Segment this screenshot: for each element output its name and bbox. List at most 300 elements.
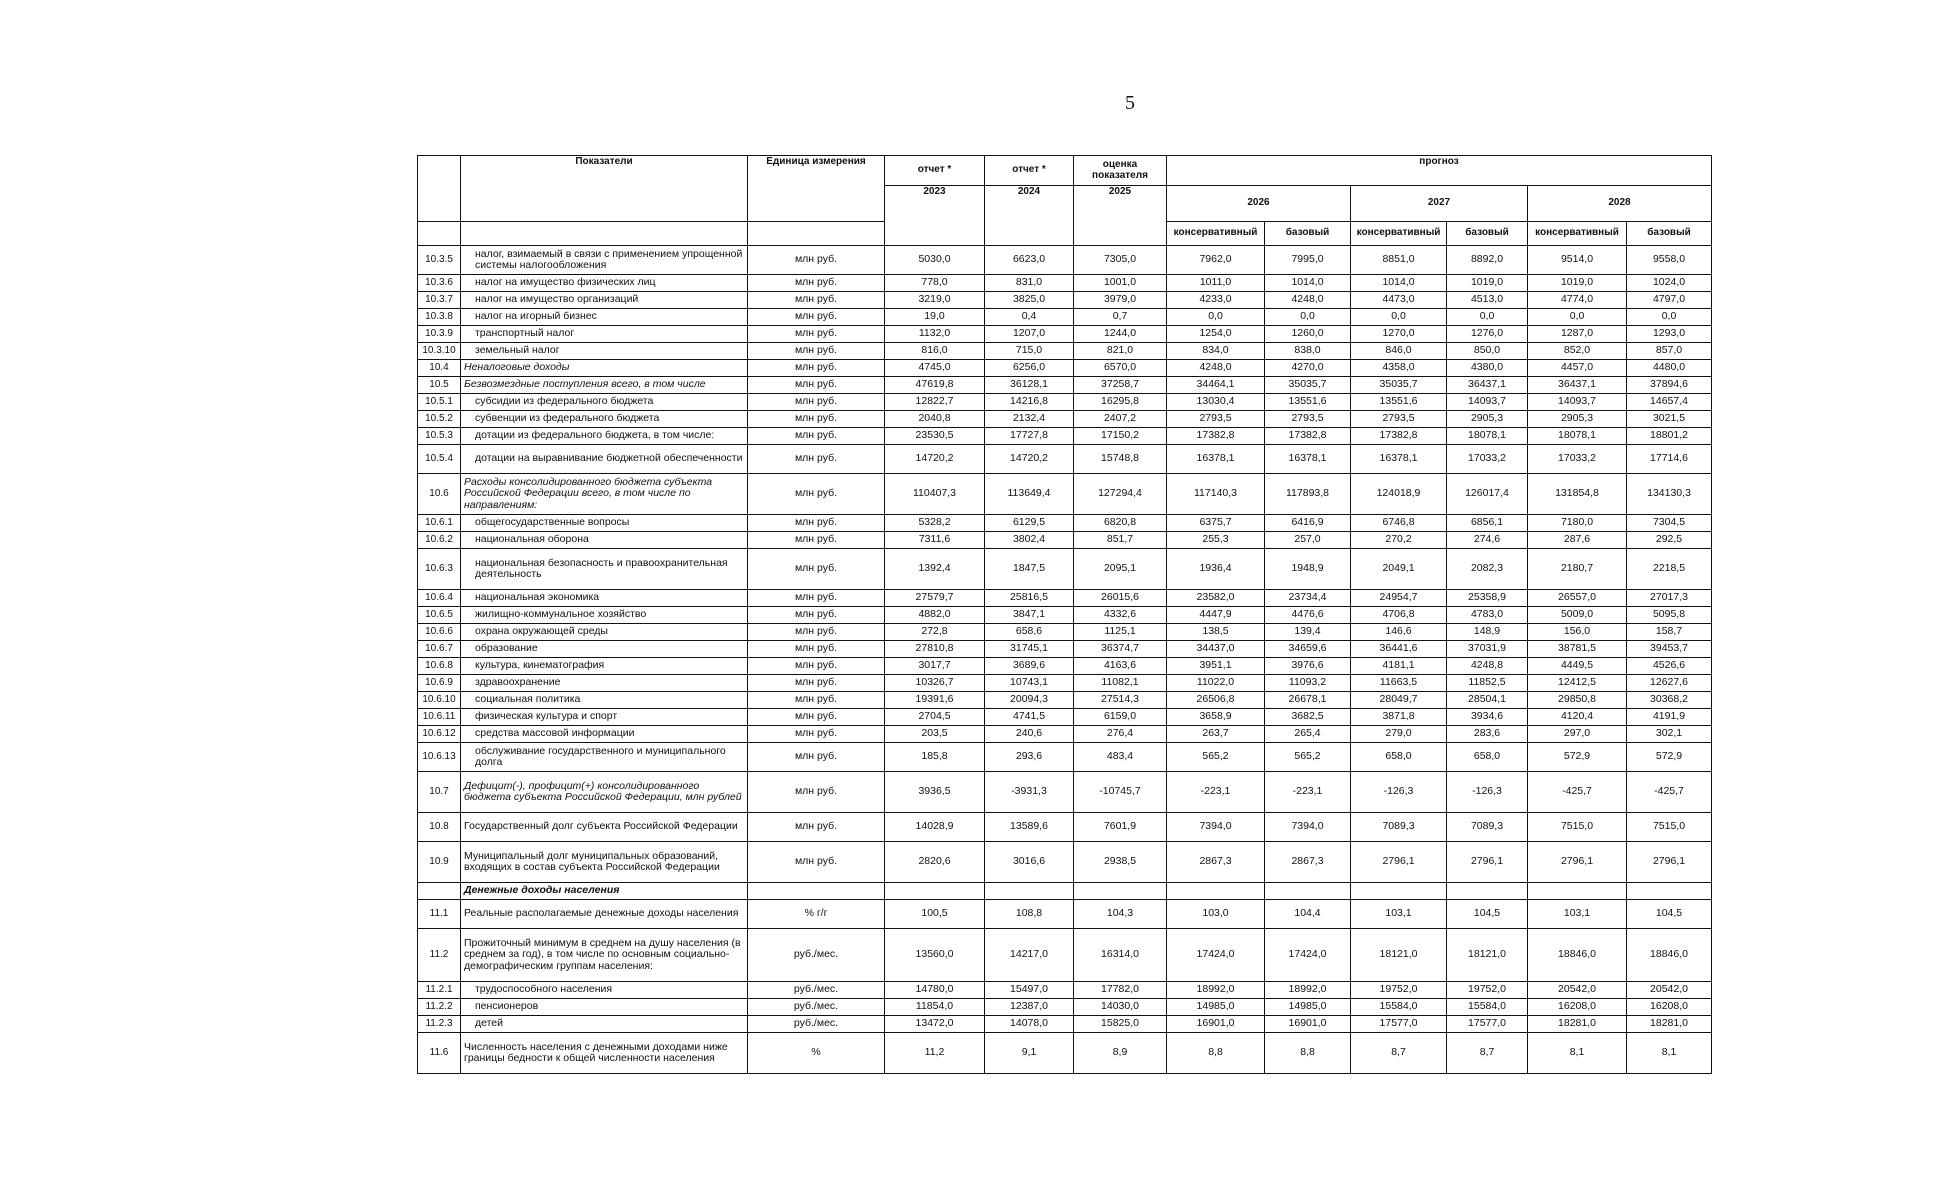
value-2024: 14720,2 bbox=[985, 445, 1074, 474]
value-2027-base: 4783,0 bbox=[1447, 607, 1528, 624]
value-2026-base: 1948,9 bbox=[1265, 549, 1351, 590]
value-2028-conservative: 1287,0 bbox=[1528, 326, 1627, 343]
value-2024: 715,0 bbox=[985, 343, 1074, 360]
value-2025: 17782,0 bbox=[1074, 982, 1167, 999]
row-unit: руб./мес. bbox=[748, 999, 885, 1016]
value-2028-conservative: 9514,0 bbox=[1528, 246, 1627, 275]
value-2025: -10745,7 bbox=[1074, 772, 1167, 813]
row-indicator: Безвозмездные поступления всего, в том числе bbox=[461, 377, 748, 394]
value-2026-base: 2867,3 bbox=[1265, 842, 1351, 883]
value-2026-conservative: 16378,1 bbox=[1167, 445, 1265, 474]
value-2028-conservative: 12412,5 bbox=[1528, 675, 1627, 692]
value-2026-conservative: 13030,4 bbox=[1167, 394, 1265, 411]
value-2026-base: 1260,0 bbox=[1265, 326, 1351, 343]
row-number: 11.2.1 bbox=[418, 982, 461, 999]
table-row bbox=[418, 445, 1712, 474]
value-2028-base: 1293,0 bbox=[1627, 326, 1712, 343]
value-2028-base: 158,7 bbox=[1627, 624, 1712, 641]
value-2026-conservative: 23582,0 bbox=[1167, 590, 1265, 607]
row-unit: млн руб. bbox=[748, 726, 885, 743]
value-2024: 14217,0 bbox=[985, 929, 1074, 982]
row-unit: млн руб. bbox=[748, 641, 885, 658]
value-2027-base: -126,3 bbox=[1447, 772, 1528, 813]
value-2024: 36128,1 bbox=[985, 377, 1074, 394]
table-row bbox=[418, 929, 1712, 982]
value-2026-conservative: 14985,0 bbox=[1167, 999, 1265, 1016]
value-2028-base: 2796,1 bbox=[1627, 842, 1712, 883]
table-row bbox=[418, 532, 1712, 549]
row-unit bbox=[748, 883, 885, 900]
value-2025: 36374,7 bbox=[1074, 641, 1167, 658]
value-2026-conservative: 3951,1 bbox=[1167, 658, 1265, 675]
value-2023: 13560,0 bbox=[885, 929, 985, 982]
value-2028-base: 4526,6 bbox=[1627, 658, 1712, 675]
row-indicator: Численность населения с денежными доходами ниже границы бедности к общей численности населения bbox=[461, 1033, 748, 1074]
value-2026-conservative: 4248,0 bbox=[1167, 360, 1265, 377]
value-2023: 10326,7 bbox=[885, 675, 985, 692]
row-unit: млн руб. bbox=[748, 326, 885, 343]
row-unit: млн руб. bbox=[748, 675, 885, 692]
value-2025: 8,9 bbox=[1074, 1033, 1167, 1074]
value-2025: 2407,2 bbox=[1074, 411, 1167, 428]
value-2028-base: 857,0 bbox=[1627, 343, 1712, 360]
value-2027-base: 28504,1 bbox=[1447, 692, 1528, 709]
value-2026-conservative: 2867,3 bbox=[1167, 842, 1265, 883]
table-row bbox=[418, 1016, 1712, 1033]
value-2024: 14078,0 bbox=[985, 1016, 1074, 1033]
table-row bbox=[418, 428, 1712, 445]
header-year-2025: 2025 bbox=[1074, 186, 1167, 246]
value-2024: 3689,6 bbox=[985, 658, 1074, 675]
value-2025: 1001,0 bbox=[1074, 275, 1167, 292]
value-2027-base: 274,6 bbox=[1447, 532, 1528, 549]
row-indicator: земельный налог bbox=[461, 343, 748, 360]
table-row bbox=[418, 394, 1712, 411]
value-2027-base: 148,9 bbox=[1447, 624, 1528, 641]
value-2025: 6820,8 bbox=[1074, 515, 1167, 532]
value-2027-base: 850,0 bbox=[1447, 343, 1528, 360]
row-unit: млн руб. bbox=[748, 515, 885, 532]
row-indicator: детей bbox=[461, 1016, 748, 1033]
header-forecast: прогноз bbox=[1167, 156, 1712, 186]
value-2026-base: 17424,0 bbox=[1265, 929, 1351, 982]
value-2026-base: 23734,4 bbox=[1265, 590, 1351, 607]
value-2026-conservative: 138,5 bbox=[1167, 624, 1265, 641]
value-2028-conservative: 4120,4 bbox=[1528, 709, 1627, 726]
row-indicator: Дефицит(-), профицит(+) консолидированного бюджета субъекта Российской Федерации, млн рублей bbox=[461, 772, 748, 813]
value-2027-conservative: 4181,1 bbox=[1351, 658, 1447, 675]
row-unit: млн руб. bbox=[748, 709, 885, 726]
value-2026-conservative: 565,2 bbox=[1167, 743, 1265, 772]
value-2026-base: 13551,6 bbox=[1265, 394, 1351, 411]
value-2023: 3936,5 bbox=[885, 772, 985, 813]
value-2023: 2040,8 bbox=[885, 411, 985, 428]
row-number: 10.6.4 bbox=[418, 590, 461, 607]
value-2026-base: 4248,0 bbox=[1265, 292, 1351, 309]
row-number: 11.1 bbox=[418, 900, 461, 929]
value-2027-base bbox=[1447, 883, 1528, 900]
value-2026-conservative: 117140,3 bbox=[1167, 474, 1265, 515]
value-2028-base: 9558,0 bbox=[1627, 246, 1712, 275]
value-2026-conservative: 18992,0 bbox=[1167, 982, 1265, 999]
value-2026-base: 265,4 bbox=[1265, 726, 1351, 743]
value-2025: 7305,0 bbox=[1074, 246, 1167, 275]
row-unit: млн руб. bbox=[748, 590, 885, 607]
value-2028-conservative: 20542,0 bbox=[1528, 982, 1627, 999]
table-row bbox=[418, 343, 1712, 360]
value-2027-conservative: 0,0 bbox=[1351, 309, 1447, 326]
table-row bbox=[418, 641, 1712, 658]
value-2028-base: 12627,6 bbox=[1627, 675, 1712, 692]
row-number: 10.3.7 bbox=[418, 292, 461, 309]
value-2026-conservative: 3658,9 bbox=[1167, 709, 1265, 726]
value-2027-conservative: 658,0 bbox=[1351, 743, 1447, 772]
value-2028-conservative: 0,0 bbox=[1528, 309, 1627, 326]
value-2026-base: 35035,7 bbox=[1265, 377, 1351, 394]
value-2026-base: 17382,8 bbox=[1265, 428, 1351, 445]
row-indicator: трудоспособного населения bbox=[461, 982, 748, 999]
value-2028-conservative: 2796,1 bbox=[1528, 842, 1627, 883]
value-2027-conservative: 19752,0 bbox=[1351, 982, 1447, 999]
row-unit: % bbox=[748, 1033, 885, 1074]
value-2027-base: 658,0 bbox=[1447, 743, 1528, 772]
value-2028-conservative: 29850,8 bbox=[1528, 692, 1627, 709]
value-2025: 26015,6 bbox=[1074, 590, 1167, 607]
row-number: 11.2.3 bbox=[418, 1016, 461, 1033]
value-2026-conservative: 1254,0 bbox=[1167, 326, 1265, 343]
value-2026-conservative: 16901,0 bbox=[1167, 1016, 1265, 1033]
value-2028-base: 20542,0 bbox=[1627, 982, 1712, 999]
value-2028-base: 0,0 bbox=[1627, 309, 1712, 326]
value-2027-conservative: 16378,1 bbox=[1351, 445, 1447, 474]
value-2025 bbox=[1074, 883, 1167, 900]
value-2026-conservative: 103,0 bbox=[1167, 900, 1265, 929]
row-unit: млн руб. bbox=[748, 428, 885, 445]
row-unit: млн руб. bbox=[748, 532, 885, 549]
value-2028-conservative: 14093,7 bbox=[1528, 394, 1627, 411]
value-2027-conservative: 1014,0 bbox=[1351, 275, 1447, 292]
table-row bbox=[418, 474, 1712, 515]
value-2027-base: 6856,1 bbox=[1447, 515, 1528, 532]
value-2027-base: 0,0 bbox=[1447, 309, 1528, 326]
row-indicator: национальная оборона bbox=[461, 532, 748, 549]
row-number: 10.9 bbox=[418, 842, 461, 883]
value-2024: 293,6 bbox=[985, 743, 1074, 772]
value-2025: 15825,0 bbox=[1074, 1016, 1167, 1033]
value-2026-base: 4270,0 bbox=[1265, 360, 1351, 377]
row-number bbox=[418, 883, 461, 900]
value-2027-base: 15584,0 bbox=[1447, 999, 1528, 1016]
value-2028-conservative: 5009,0 bbox=[1528, 607, 1627, 624]
value-2027-conservative: 124018,9 bbox=[1351, 474, 1447, 515]
value-2024: 3825,0 bbox=[985, 292, 1074, 309]
value-2025: 2938,5 bbox=[1074, 842, 1167, 883]
value-2026-base: -223,1 bbox=[1265, 772, 1351, 813]
value-2028-base: 39453,7 bbox=[1627, 641, 1712, 658]
value-2028-conservative: 26557,0 bbox=[1528, 590, 1627, 607]
value-2025: 7601,9 bbox=[1074, 813, 1167, 842]
value-2023: 3219,0 bbox=[885, 292, 985, 309]
table-header bbox=[418, 156, 1712, 246]
value-2026-base: 565,2 bbox=[1265, 743, 1351, 772]
row-number: 10.6.9 bbox=[418, 675, 461, 692]
header-year-2023: 2023 bbox=[885, 186, 985, 246]
value-2027-conservative: 6746,8 bbox=[1351, 515, 1447, 532]
value-2026-base: 18992,0 bbox=[1265, 982, 1351, 999]
value-2025: 37258,7 bbox=[1074, 377, 1167, 394]
table-row bbox=[418, 900, 1712, 929]
value-2024: -3931,3 bbox=[985, 772, 1074, 813]
header-indicators-blank bbox=[461, 222, 748, 246]
value-2026-base bbox=[1265, 883, 1351, 900]
value-2027-conservative: 36441,6 bbox=[1351, 641, 1447, 658]
value-2026-conservative bbox=[1167, 883, 1265, 900]
value-2024: 12387,0 bbox=[985, 999, 1074, 1016]
header-year-2024: 2024 bbox=[985, 186, 1074, 246]
value-2026-conservative: 2793,5 bbox=[1167, 411, 1265, 428]
row-indicator: Государственный долг субъекта Российской Федерации bbox=[461, 813, 748, 842]
row-number: 10.6.7 bbox=[418, 641, 461, 658]
value-2028-base: 30368,2 bbox=[1627, 692, 1712, 709]
value-2027-base: 8,7 bbox=[1447, 1033, 1528, 1074]
value-2027-conservative: 13551,6 bbox=[1351, 394, 1447, 411]
value-2028-base: 18801,2 bbox=[1627, 428, 1712, 445]
row-indicator: дотации из федерального бюджета, в том числе: bbox=[461, 428, 748, 445]
value-2026-base: 6416,9 bbox=[1265, 515, 1351, 532]
value-2024: 31745,1 bbox=[985, 641, 1074, 658]
value-2023: 816,0 bbox=[885, 343, 985, 360]
value-2023: 14780,0 bbox=[885, 982, 985, 999]
table-row bbox=[418, 377, 1712, 394]
value-2026-conservative: 7962,0 bbox=[1167, 246, 1265, 275]
row-indicator: жилищно-коммунальное хозяйство bbox=[461, 607, 748, 624]
value-2027-conservative: 35035,7 bbox=[1351, 377, 1447, 394]
value-2024: 240,6 bbox=[985, 726, 1074, 743]
value-2028-base: 292,5 bbox=[1627, 532, 1712, 549]
table-row bbox=[418, 246, 1712, 275]
value-2024: 108,8 bbox=[985, 900, 1074, 929]
table-row bbox=[418, 515, 1712, 532]
table-row bbox=[418, 743, 1712, 772]
row-indicator: физическая культура и спорт bbox=[461, 709, 748, 726]
row-unit: млн руб. bbox=[748, 343, 885, 360]
row-indicator: охрана окружающей среды bbox=[461, 624, 748, 641]
row-indicator: транспортный налог bbox=[461, 326, 748, 343]
table-row bbox=[418, 709, 1712, 726]
value-2027-base: 18121,0 bbox=[1447, 929, 1528, 982]
value-2024 bbox=[985, 883, 1074, 900]
value-2027-conservative: 24954,7 bbox=[1351, 590, 1447, 607]
value-2026-base: 1014,0 bbox=[1265, 275, 1351, 292]
value-2024: 1847,5 bbox=[985, 549, 1074, 590]
value-2028-conservative: 852,0 bbox=[1528, 343, 1627, 360]
table-row bbox=[418, 842, 1712, 883]
value-2028-base: 18846,0 bbox=[1627, 929, 1712, 982]
row-unit: млн руб. bbox=[748, 842, 885, 883]
row-number: 10.7 bbox=[418, 772, 461, 813]
table-row bbox=[418, 883, 1712, 900]
row-indicator: субсидии из федерального бюджета bbox=[461, 394, 748, 411]
value-2024: 25816,5 bbox=[985, 590, 1074, 607]
value-2027-base: 1276,0 bbox=[1447, 326, 1528, 343]
value-2028-conservative: 38781,5 bbox=[1528, 641, 1627, 658]
value-2028-base: 104,5 bbox=[1627, 900, 1712, 929]
value-2028-conservative: 131854,8 bbox=[1528, 474, 1627, 515]
value-2023: 5030,0 bbox=[885, 246, 985, 275]
value-2027-conservative: 1270,0 bbox=[1351, 326, 1447, 343]
header-unit: Единица измерения bbox=[748, 156, 885, 222]
value-2028-base: 134130,3 bbox=[1627, 474, 1712, 515]
value-2028-base: 17714,6 bbox=[1627, 445, 1712, 474]
header-conservative-2027: консервативный bbox=[1351, 222, 1447, 246]
row-unit: млн руб. bbox=[748, 813, 885, 842]
value-2028-base: 4191,9 bbox=[1627, 709, 1712, 726]
row-indicator: пенсионеров bbox=[461, 999, 748, 1016]
value-2024: 658,6 bbox=[985, 624, 1074, 641]
value-2028-conservative bbox=[1528, 883, 1627, 900]
value-2027-base: 8892,0 bbox=[1447, 246, 1528, 275]
value-2026-conservative: 263,7 bbox=[1167, 726, 1265, 743]
value-2026-base: 4476,6 bbox=[1265, 607, 1351, 624]
value-2025: 0,7 bbox=[1074, 309, 1167, 326]
value-2026-base: 8,8 bbox=[1265, 1033, 1351, 1074]
value-2023: 1392,4 bbox=[885, 549, 985, 590]
value-2028-conservative: 1019,0 bbox=[1528, 275, 1627, 292]
row-unit: руб./мес. bbox=[748, 982, 885, 999]
value-2023: 5328,2 bbox=[885, 515, 985, 532]
value-2024: 14216,8 bbox=[985, 394, 1074, 411]
value-2028-conservative: 4457,0 bbox=[1528, 360, 1627, 377]
value-2027-base: 25358,9 bbox=[1447, 590, 1528, 607]
row-number: 10.3.8 bbox=[418, 309, 461, 326]
value-2028-base: -425,7 bbox=[1627, 772, 1712, 813]
row-indicator: Расходы консолидированного бюджета субъекта Российской Федерации всего, в том числе по направлениям: bbox=[461, 474, 748, 515]
value-2023: 47619,8 bbox=[885, 377, 985, 394]
row-unit: млн руб. bbox=[748, 275, 885, 292]
value-2023: 272,8 bbox=[885, 624, 985, 641]
value-2028-base: 4480,0 bbox=[1627, 360, 1712, 377]
table-row bbox=[418, 692, 1712, 709]
row-unit: млн руб. bbox=[748, 658, 885, 675]
value-2026-conservative: 4447,9 bbox=[1167, 607, 1265, 624]
value-2025: 276,4 bbox=[1074, 726, 1167, 743]
value-2025: 6159,0 bbox=[1074, 709, 1167, 726]
row-indicator: национальная безопасность и правоохранительная деятельность bbox=[461, 549, 748, 590]
header-base-2027: базовый bbox=[1447, 222, 1528, 246]
value-2026-base: 14985,0 bbox=[1265, 999, 1351, 1016]
value-2028-base: 1024,0 bbox=[1627, 275, 1712, 292]
row-number: 10.5.1 bbox=[418, 394, 461, 411]
value-2025: 821,0 bbox=[1074, 343, 1167, 360]
value-2027-conservative: 4706,8 bbox=[1351, 607, 1447, 624]
value-2023: 27579,7 bbox=[885, 590, 985, 607]
value-2025: 15748,8 bbox=[1074, 445, 1167, 474]
value-2026-base: 16901,0 bbox=[1265, 1016, 1351, 1033]
value-2028-base: 572,9 bbox=[1627, 743, 1712, 772]
value-2028-base: 16208,0 bbox=[1627, 999, 1712, 1016]
value-2026-conservative: 1011,0 bbox=[1167, 275, 1265, 292]
table-row bbox=[418, 275, 1712, 292]
value-2026-base: 838,0 bbox=[1265, 343, 1351, 360]
value-2027-base: 2082,3 bbox=[1447, 549, 1528, 590]
value-2026-conservative: 34464,1 bbox=[1167, 377, 1265, 394]
value-2024: 2132,4 bbox=[985, 411, 1074, 428]
row-indicator: субвенции из федерального бюджета bbox=[461, 411, 748, 428]
value-2027-conservative: 4473,0 bbox=[1351, 292, 1447, 309]
value-2025: 851,7 bbox=[1074, 532, 1167, 549]
value-2025: 1125,1 bbox=[1074, 624, 1167, 641]
value-2024: 9,1 bbox=[985, 1033, 1074, 1074]
header-base-2028: базовый bbox=[1627, 222, 1712, 246]
value-2027-conservative: 2793,5 bbox=[1351, 411, 1447, 428]
row-indicator: налог, взимаемый в связи с применением упрощенной системы налогообложения bbox=[461, 246, 748, 275]
value-2026-base: 3682,5 bbox=[1265, 709, 1351, 726]
value-2027-base: 11852,5 bbox=[1447, 675, 1528, 692]
value-2024: 17727,8 bbox=[985, 428, 1074, 445]
forecast-table bbox=[417, 155, 1712, 1074]
row-number: 10.5.3 bbox=[418, 428, 461, 445]
value-2025: 27514,3 bbox=[1074, 692, 1167, 709]
value-2027-conservative: 7089,3 bbox=[1351, 813, 1447, 842]
row-number: 10.5.2 bbox=[418, 411, 461, 428]
row-unit: млн руб. bbox=[748, 743, 885, 772]
value-2023: 4745,0 bbox=[885, 360, 985, 377]
header-number-cell bbox=[418, 156, 461, 222]
row-indicator: образование bbox=[461, 641, 748, 658]
row-indicator: Реальные располагаемые денежные доходы населения bbox=[461, 900, 748, 929]
value-2025: 17150,2 bbox=[1074, 428, 1167, 445]
row-indicator: культура, кинематография bbox=[461, 658, 748, 675]
table-row bbox=[418, 813, 1712, 842]
value-2026-conservative: 834,0 bbox=[1167, 343, 1265, 360]
row-number: 10.6.5 bbox=[418, 607, 461, 624]
row-number: 11.2 bbox=[418, 929, 461, 982]
table-row bbox=[418, 292, 1712, 309]
row-unit: млн руб. bbox=[748, 246, 885, 275]
page-number: 5 bbox=[1125, 92, 1135, 114]
value-2026-base: 0,0 bbox=[1265, 309, 1351, 326]
value-2027-base: 17577,0 bbox=[1447, 1016, 1528, 1033]
value-2027-base: 14093,7 bbox=[1447, 394, 1528, 411]
row-indicator: Денежные доходы населения bbox=[461, 883, 748, 900]
header-year-2027: 2027 bbox=[1351, 186, 1528, 222]
row-unit: млн руб. bbox=[748, 692, 885, 709]
row-number: 10.6.8 bbox=[418, 658, 461, 675]
row-number: 10.6.12 bbox=[418, 726, 461, 743]
value-2025: 14030,0 bbox=[1074, 999, 1167, 1016]
value-2028-base: 302,1 bbox=[1627, 726, 1712, 743]
value-2026-conservative: 7394,0 bbox=[1167, 813, 1265, 842]
row-indicator: средства массовой информации bbox=[461, 726, 748, 743]
row-number: 10.6 bbox=[418, 474, 461, 515]
value-2026-conservative: 0,0 bbox=[1167, 309, 1265, 326]
value-2025: 6570,0 bbox=[1074, 360, 1167, 377]
value-2026-conservative: 255,3 bbox=[1167, 532, 1265, 549]
row-number: 10.5 bbox=[418, 377, 461, 394]
value-2028-conservative: 36437,1 bbox=[1528, 377, 1627, 394]
value-2028-conservative: 7180,0 bbox=[1528, 515, 1627, 532]
value-2028-conservative: 4449,5 bbox=[1528, 658, 1627, 675]
value-2025: 104,3 bbox=[1074, 900, 1167, 929]
value-2026-conservative: 34437,0 bbox=[1167, 641, 1265, 658]
value-2025: 11082,1 bbox=[1074, 675, 1167, 692]
value-2023: 3017,7 bbox=[885, 658, 985, 675]
table-row bbox=[418, 675, 1712, 692]
table-body bbox=[418, 246, 1712, 1074]
value-2027-base: 18078,1 bbox=[1447, 428, 1528, 445]
row-unit: млн руб. bbox=[748, 360, 885, 377]
row-number: 11.2.2 bbox=[418, 999, 461, 1016]
